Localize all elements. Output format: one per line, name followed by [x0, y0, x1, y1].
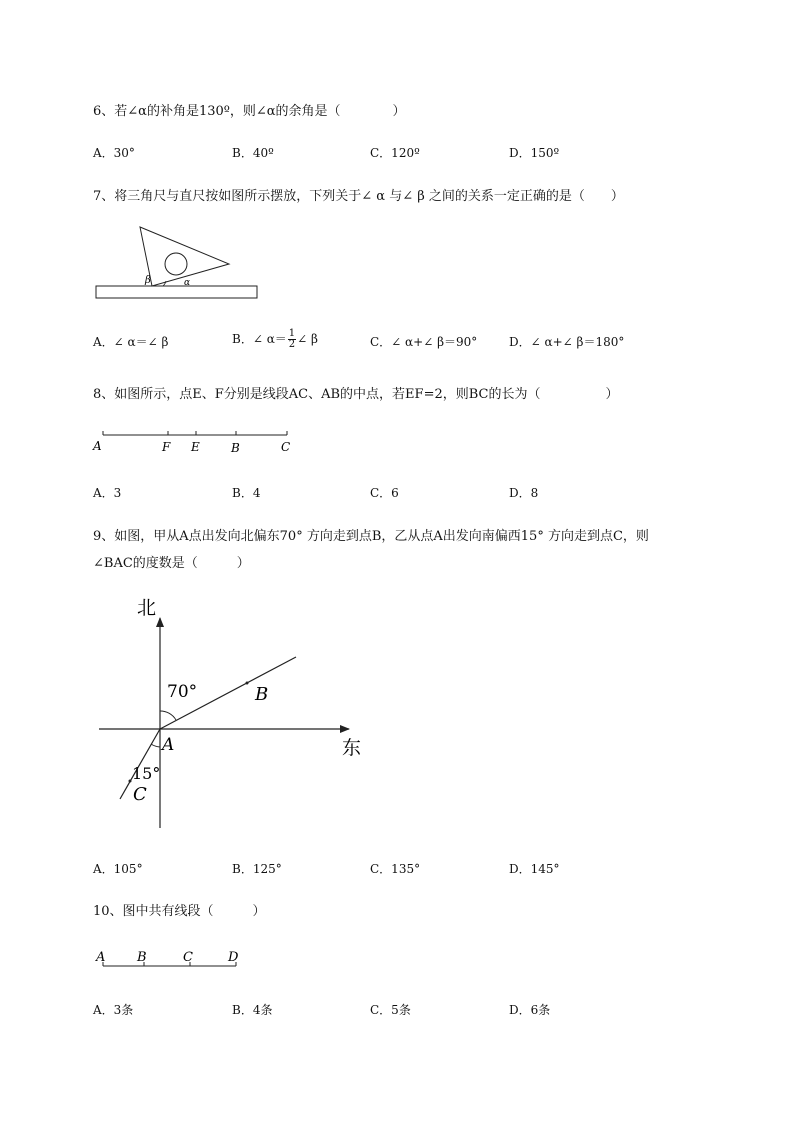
q7-option-b-prefix: B．∠ α＝ [232, 332, 287, 346]
q9-option-c[interactable]: C．135° [370, 862, 421, 876]
q7-option-c[interactable]: C．∠ α+∠ β＝90° [370, 335, 478, 349]
q9-option-d[interactable]: D．145° [509, 862, 560, 876]
q8-option-c[interactable]: C．6 [370, 486, 399, 500]
point-c-label: C [281, 440, 291, 454]
point-f-label: F [162, 440, 171, 454]
q10-option-b[interactable]: B．4条 [232, 1003, 273, 1017]
q6-option-c[interactable]: C．120º [370, 146, 420, 160]
question-7-text: 7、将三角尺与直尺按如图所示摆放，下列关于∠ α 与∠ β 之间的关系一定正确的是（ ） [93, 189, 624, 204]
point-c-label: C [183, 950, 193, 965]
angle-70-label: 70° [167, 682, 198, 702]
q7-option-a[interactable]: A．∠ α＝∠ β [93, 335, 169, 349]
q9-option-a[interactable]: A．105° [93, 862, 143, 876]
question-9-text-line2: ∠BAC的度数是（ ） [93, 556, 250, 571]
beta-label: β [145, 275, 151, 286]
q6-option-d[interactable]: D．150º [509, 146, 560, 160]
q10-option-c[interactable]: C．5条 [370, 1003, 411, 1017]
fraction-denominator: 2 [288, 339, 296, 350]
point-b-label: B [255, 684, 269, 705]
angle-15-label: 15° [132, 764, 161, 783]
q8-option-a[interactable]: A．3 [93, 486, 122, 500]
q6-option-a[interactable]: A．30° [93, 146, 135, 160]
q10-option-d[interactable]: D．6条 [509, 1003, 551, 1017]
point-e-label: E [191, 440, 200, 454]
question-6-text: 6、若∠α的补角是130º，则∠α的余角是（ ） [93, 104, 406, 119]
question-8-text: 8、如图所示，点E、F分别是线段AC、AB的中点，若EF=2，则BC的长为（ ） [93, 387, 619, 402]
point-a-label: A [93, 439, 102, 453]
alpha-label: α [184, 278, 191, 288]
point-a-label: A [162, 735, 175, 755]
q6-option-b[interactable]: B．40º [232, 146, 274, 160]
q8-option-b[interactable]: B．4 [232, 486, 261, 500]
q8-option-d[interactable]: D．8 [509, 486, 539, 500]
q7-option-b-suffix: ∠ β [297, 332, 318, 346]
east-label: 东 [342, 737, 362, 759]
point-d-label: D [228, 950, 239, 965]
question-10-options [93, 1001, 693, 1019]
question-10-text: 10、图中共有线段（ ） [93, 904, 266, 919]
point-a-label: A [96, 950, 106, 965]
point-c-label: C [133, 784, 147, 805]
q9-option-b[interactable]: B．125° [232, 862, 282, 876]
q10-option-a[interactable]: A．3条 [93, 1003, 134, 1017]
point-b-label: B [137, 950, 147, 965]
fraction-numerator: 1 [288, 328, 296, 339]
q7-option-d[interactable]: D．∠ α+∠ β＝180° [509, 335, 625, 349]
north-label: 北 [137, 597, 157, 619]
question-9-text-line1: 9、如图，甲从A点出发向北偏东70° 方向走到点B，乙从点A出发向南偏西15° 方向走到点C，则 [93, 529, 649, 544]
point-b-label: B [231, 441, 240, 455]
